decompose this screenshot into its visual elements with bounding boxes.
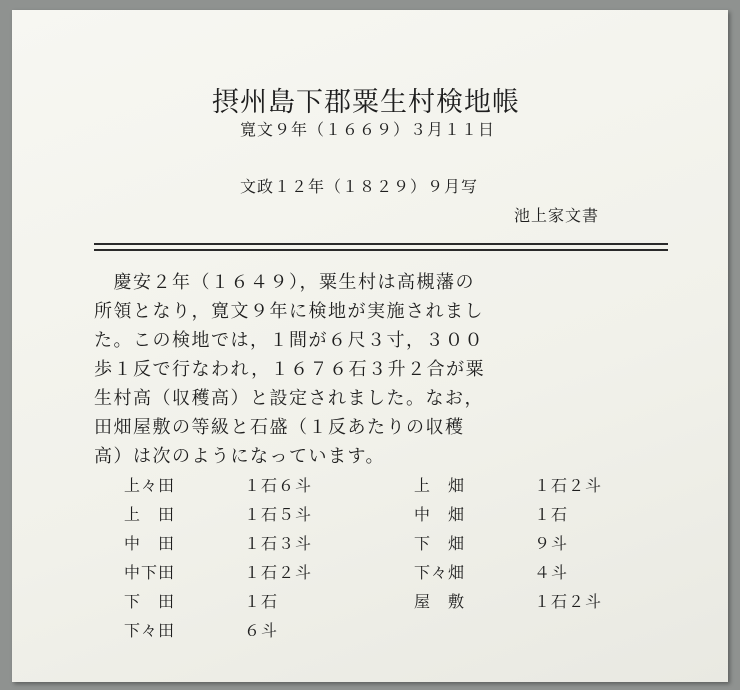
divider-top [94, 243, 668, 245]
paragraph-line: 高）は次のようになっています。 [94, 446, 386, 467]
grade-name: 中 畑 [414, 505, 466, 524]
document-board [12, 10, 728, 682]
document-title: 摂州島下郡粟生村検地帳 [212, 87, 520, 118]
survey-date: 寛文９年（１６６９）３月１１日 [240, 120, 496, 139]
grade-yield: １石２斗 [534, 476, 603, 495]
grade-yield: １石５斗 [244, 505, 313, 524]
paragraph-line: 慶安２年（１６４９），粟生村は高槻藩の [94, 272, 475, 293]
grade-yield: １石 [244, 592, 279, 611]
divider-bottom [94, 249, 668, 251]
grade-yield: １石２斗 [244, 563, 313, 582]
grade-yield: ６斗 [244, 621, 279, 640]
grade-name: 下々畑 [414, 563, 466, 582]
grade-name: 下々田 [124, 621, 176, 640]
grade-yield: １石３斗 [244, 534, 313, 553]
document-owner: 池上家文書 [514, 206, 600, 225]
grade-name: 下 田 [124, 592, 176, 611]
grade-yield: ４斗 [534, 563, 569, 582]
grade-name: 下 畑 [414, 534, 466, 553]
paragraph-line: 歩１反で行なわれ，１６７６石３升２合が粟 [94, 359, 486, 380]
grade-name: 上 田 [124, 505, 176, 524]
paragraph-line: 生村高（収穫高）と設定されました。なお， [94, 388, 484, 409]
paragraph-line: 田畑屋敷の等級と石盛（１反あたりの収穫 [94, 417, 465, 438]
grade-name: 上々田 [124, 476, 176, 495]
grade-yield: １石６斗 [244, 476, 313, 495]
grade-yield: １石２斗 [534, 592, 603, 611]
grade-name: 屋 敷 [414, 592, 466, 611]
paragraph-line: た。この検地では，１間が６尺３寸，３００ [94, 330, 484, 351]
grade-yield: ９斗 [534, 534, 569, 553]
paragraph-line: 所領となり，寛文９年に検地が実施されまし [94, 301, 484, 322]
copy-date: 文政１２年（１８２９）９月写 [240, 177, 479, 196]
grade-name: 中 田 [124, 534, 176, 553]
grade-name: 中下田 [124, 563, 176, 582]
grade-name: 上 畑 [414, 476, 466, 495]
grade-yield: １石 [534, 505, 569, 524]
